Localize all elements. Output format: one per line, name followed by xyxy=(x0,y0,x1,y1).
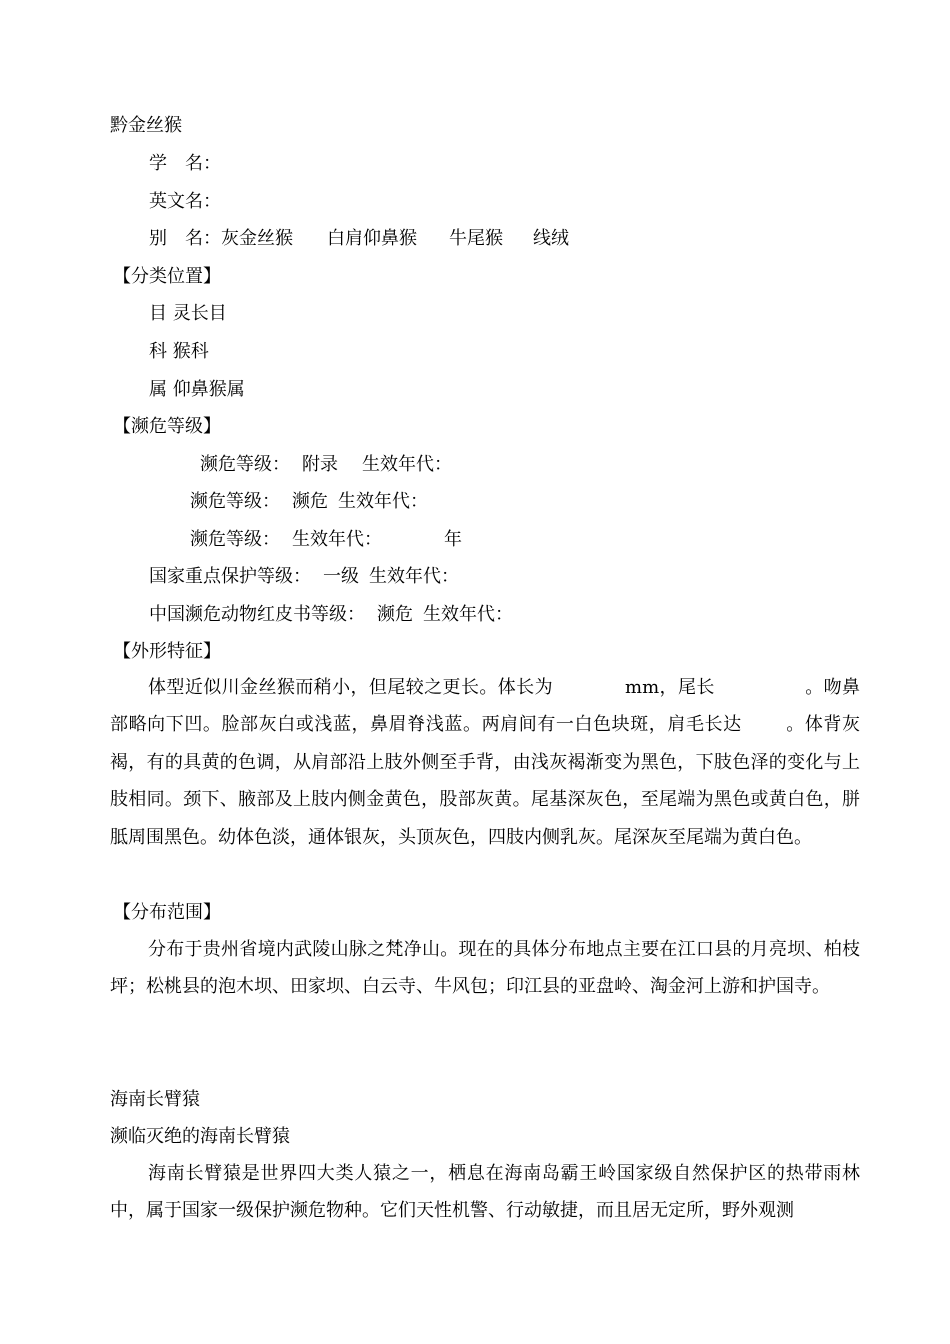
endangered-level-2 xyxy=(190,489,428,515)
morphology-header: 【外形特征】 xyxy=(113,641,221,662)
endangered-header: 【濒危等级】 xyxy=(113,416,221,437)
taxonomy-order: 目 灵长目 xyxy=(149,303,227,324)
endangered-level-3 xyxy=(190,527,462,553)
alias-1: 灰金丝猴 xyxy=(221,228,293,249)
morphology-text-b: mm，尾长 xyxy=(625,677,715,698)
level-3-label: 濒危等级： xyxy=(190,529,280,550)
section-subtitle-gibbon: 濒临灭绝的海南长臂猿 xyxy=(110,1126,290,1147)
taxonomy-header: 【分类位置】 xyxy=(113,266,221,287)
national-label: 国家重点保护等级： xyxy=(149,566,311,587)
level-1-label: 濒危等级： xyxy=(200,454,290,475)
morphology-text-d: 。体背灰褐，有的具黄的色调，从肩部沿上肢外侧至手背，由浅灰褐渐变为黑色，下肢色泽的变化与上肢相同。颈下、腋部及上肢内侧金黄色，股部灰黄。尾基深灰色，至尾端为黑色或黄白色，胼胝周围黑色。幼体色淡，通体银灰，头顶灰色，四肢内侧乳灰。尾深灰至尾端为黄白色。 xyxy=(110,714,861,848)
level-3-year-unit: 年 xyxy=(444,529,462,550)
alias-3: 牛尾猴 xyxy=(449,228,503,249)
alias-2: 白肩仰鼻猴 xyxy=(327,228,417,249)
section-title-monkey: 黔金丝猴 xyxy=(110,115,182,136)
distribution-header: 【分布范围】 xyxy=(113,902,221,923)
level-1-value: 附录 xyxy=(302,454,338,475)
scientific-name-label: 学 名： xyxy=(149,153,221,174)
level-2-year-label: 生效年代： xyxy=(338,491,428,512)
alias-label: 别 名： xyxy=(149,228,221,249)
morphology-paragraph xyxy=(110,669,860,856)
level-3-year-label: 生效年代： xyxy=(292,529,382,550)
alias-line xyxy=(149,226,569,252)
morphology-text-a: 体型近似川金丝猴而稍小，但尾较之更长。体长为 xyxy=(148,677,553,698)
redbook-value: 濒危 xyxy=(377,604,413,625)
gibbon-intro-paragraph: 海南长臂猿是世界四大类人猿之一，栖息在海南岛霸王岭国家级自然保护区的热带雨林中，属于国家一级保护濒危物种。它们天性机警、行动敏捷，而且居无定所，野外观测 xyxy=(110,1163,860,1222)
distribution-paragraph: 分布于贵州省境内武陵山脉之梵净山。现在的具体分布地点主要在江口县的月亮坝、柏枝坪；松桃县的泡木坝、田家坝、白云寺、牛风包；印江县的亚盘岭、淘金河上游和护国寺。 xyxy=(110,939,860,998)
redbook-label: 中国濒危动物红皮书等级： xyxy=(149,604,365,625)
level-2-label: 濒危等级： xyxy=(190,491,280,512)
english-name-label: 英文名： xyxy=(149,191,221,212)
redbook-year-label: 生效年代： xyxy=(423,604,513,625)
level-1-year-label: 生效年代： xyxy=(362,454,452,475)
morphology-text-c: 。吻鼻部略向下凹。脸部灰白或浅蓝，鼻眉脊浅蓝。两肩间有一白色块斑，肩毛长达 xyxy=(110,677,861,736)
endangered-level-1 xyxy=(200,452,452,478)
national-year-label: 生效年代： xyxy=(369,566,459,587)
level-2-value: 濒危 xyxy=(292,491,328,512)
redbook-level xyxy=(149,602,513,628)
national-value: 一级 xyxy=(323,566,359,587)
section-title-gibbon: 海南长臂猿 xyxy=(110,1089,200,1110)
taxonomy-family: 科 猴科 xyxy=(149,341,209,362)
national-protection-level xyxy=(149,564,459,590)
taxonomy-genus: 属 仰鼻猴属 xyxy=(149,379,245,400)
alias-4: 线绒 xyxy=(533,228,569,249)
